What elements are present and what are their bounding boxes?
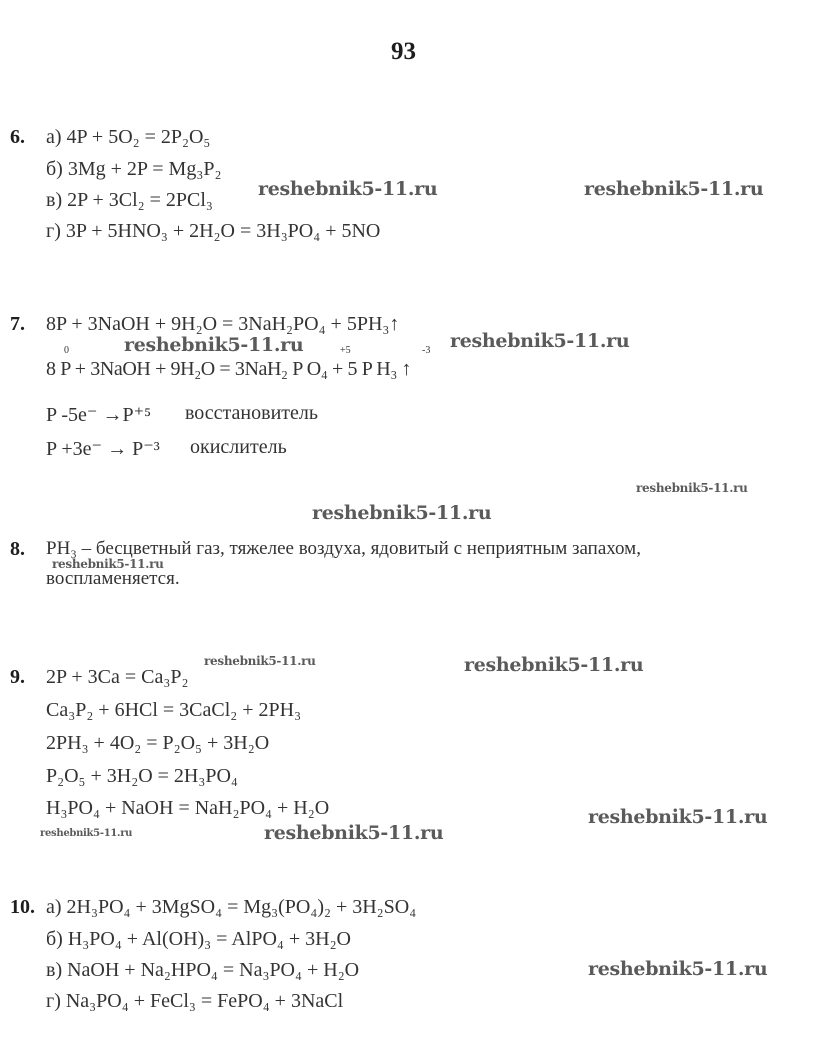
task-10-line-d: г) Na₃PO₄ + FeCl₃ = FePO₄ + 3NaCl (46, 990, 344, 1012)
task-10-line-c: в) NaOH + Na₂HPO₄ = Na₃PO₄ + H₂O (46, 959, 360, 981)
task-7-number: 7. (10, 313, 25, 335)
oxidation-state-p-reactant: 0 (64, 345, 69, 356)
task-10-line-b: б) H₃PO₄ + Al(OH)₃ = AlPO₄ + 3H₂O (46, 928, 351, 950)
task-9-number: 9. (10, 666, 25, 688)
task-9-line-1: 2P + 3Ca = Ca₃P₂ (46, 666, 189, 688)
watermark: reshebnik5-11.ru (40, 828, 133, 839)
task-9-line-2: Ca₃P₂ + 6HCl = 3CaCl₂ + 2PH₃ (46, 699, 302, 721)
watermark: reshebnik5-11.ru (258, 178, 438, 200)
task-8-line-2: воспламеняется. (46, 568, 180, 589)
watermark: reshebnik5-11.ru (124, 334, 304, 356)
oxidation-state-p-phosphate: +5 (340, 345, 351, 356)
watermark: reshebnik5-11.ru (264, 822, 444, 844)
task-9-line-4: P₂O₅ + 3H₂O = 2H₃PO₄ (46, 765, 238, 787)
task-8-number: 8. (10, 538, 25, 560)
task-10-number: 10. (10, 896, 35, 918)
oxidation-state-p-phosphine: -3 (422, 345, 431, 356)
page-number: 93 (391, 38, 416, 65)
task-6-number: 6. (10, 126, 25, 148)
watermark: reshebnik5-11.ru (584, 178, 764, 200)
watermark: reshebnik5-11.ru (588, 958, 768, 980)
task-7-half-reaction-2: P +3e⁻ → P⁻³ (46, 438, 160, 460)
watermark: reshebnik5-11.ru (588, 806, 768, 828)
task-9-line-3: 2PH₃ + 4O₂ = P₂O₅ + 3H₂O (46, 732, 270, 754)
task-7-role-oxidizer: окислитель (190, 436, 287, 458)
task-7-half-reaction-1: P -5e⁻ →P⁺⁵ (46, 404, 152, 426)
watermark: reshebnik5-11.ru (464, 654, 644, 676)
task-8-line-1: PH₃ – бесцветный газ, тяжелее воздуха, ядовитый с неприятным запахом, (46, 538, 641, 559)
task-6-line-a: а) 4P + 5O₂ = 2P₂O₅ (46, 126, 211, 148)
task-7-equation-states: 8 P + 3NaOH + 9H₂O = 3NaH₂ P O₄ + 5 P H₃ ↑ (46, 358, 412, 380)
watermark: reshebnik5-11.ru (450, 330, 630, 352)
task-7-role-reducer: восстановитель (185, 402, 318, 424)
task-6-line-b: б) 3Mg + 2P = Mg₃P₂ (46, 158, 222, 180)
watermark: reshebnik5-11.ru (204, 654, 316, 668)
task-9-line-5: H₃PO₄ + NaOH = NaH₂PO₄ + H₂O (46, 797, 330, 819)
task-10-line-a: а) 2H₃PO₄ + 3MgSO₄ = Mg₃(PO₄)₂ + 3H₂SO₄ (46, 896, 417, 918)
watermark: reshebnik5-11.ru (636, 481, 748, 495)
watermark: reshebnik5-11.ru (52, 557, 164, 571)
task-7-equation: 8P + 3NaOH + 9H₂O = 3NaH₂PO₄ + 5PH₃↑ (46, 313, 400, 335)
task-6-line-d: г) 3P + 5HNO₃ + 2H₂O = 3H₃PO₄ + 5NO (46, 220, 381, 242)
task-6-line-c: в) 2P + 3Cl₂ = 2PCl₃ (46, 189, 213, 211)
watermark: reshebnik5-11.ru (312, 502, 492, 524)
